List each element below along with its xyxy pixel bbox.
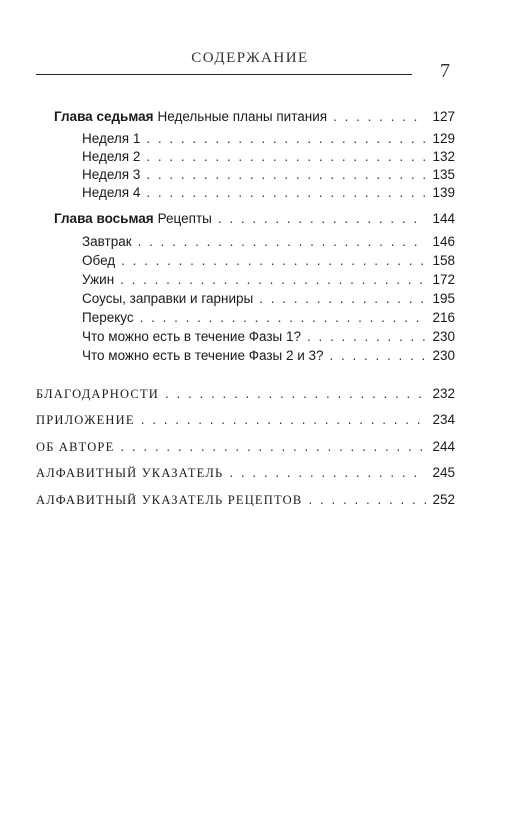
toc-item-label: Что можно есть в течение Фазы 2 и 3? (82, 348, 324, 363)
toc-page-number: 132 (432, 149, 455, 164)
page-number: 7 (440, 60, 450, 82)
toc-item[interactable] (0, 251, 455, 271)
header-title: СОДЕРЖАНИЕ (191, 50, 309, 66)
toc-page-number: 244 (432, 439, 455, 454)
toc-page-number: 129 (432, 131, 455, 146)
toc-item-label: Неделя 2 (82, 149, 141, 164)
toc-item-label: Перекус (82, 310, 134, 325)
toc-chapter-8[interactable] (0, 209, 455, 229)
toc-item[interactable] (0, 289, 455, 309)
toc-item-label: Что можно есть в течение Фазы 1? (82, 329, 301, 344)
dot-leader (333, 107, 426, 127)
toc-item[interactable] (0, 232, 455, 252)
header-rule (36, 74, 412, 75)
toc-page-number: 135 (432, 167, 455, 182)
toc-item-label: Неделя 1 (82, 131, 141, 146)
toc-page-number: 216 (432, 310, 455, 325)
toc-page-number: 230 (432, 329, 455, 344)
toc-page-number: 144 (432, 211, 455, 226)
toc-page-number: 139 (432, 185, 455, 200)
toc-item[interactable] (0, 327, 455, 347)
toc-back-matter-item[interactable] (0, 490, 455, 510)
toc-item-label: АЛФАВИТНЫЙ УКАЗАТЕЛЬ (36, 466, 224, 480)
toc-item-label: Ужин (82, 272, 115, 287)
toc-back-matter-item[interactable] (0, 463, 455, 483)
toc-page-number: 234 (432, 412, 455, 427)
dot-leader (229, 463, 426, 483)
toc-item[interactable] (0, 183, 455, 203)
dot-leader (140, 308, 427, 328)
toc-page-number: 252 (432, 492, 455, 507)
toc-item-label: ПРИЛОЖЕНИЕ (36, 413, 135, 427)
toc-item[interactable] (0, 270, 455, 290)
dot-leader (165, 384, 426, 404)
toc-item-label: Завтрак (82, 234, 132, 249)
toc-item[interactable] (0, 129, 455, 149)
dot-leader (146, 129, 426, 149)
toc-back-matter-item[interactable] (0, 437, 455, 457)
chapter-title: Недельные планы питания (157, 109, 328, 124)
toc-item-label: Неделя 3 (82, 167, 141, 182)
toc-page-number: 195 (432, 291, 455, 306)
dot-leader (259, 289, 426, 309)
toc-item[interactable] (0, 147, 455, 167)
toc-item-label: Обед (82, 253, 116, 268)
toc-item[interactable] (0, 165, 455, 185)
dot-leader (308, 490, 426, 510)
chapter-prefix: Глава седьмая (54, 109, 154, 124)
dot-leader (120, 270, 426, 290)
dot-leader (218, 209, 427, 229)
toc-page-number: 232 (432, 386, 455, 401)
dot-leader (146, 147, 426, 167)
toc-page-number: 172 (432, 272, 455, 287)
toc-page-number: 230 (432, 348, 455, 363)
dot-leader (146, 183, 426, 203)
toc-page-number: 127 (432, 109, 455, 124)
dot-leader (146, 165, 426, 185)
toc-chapter-7[interactable] (0, 107, 455, 127)
toc-item-label: ОБ АВТОРЕ (36, 440, 115, 454)
toc-item[interactable] (0, 308, 455, 328)
dot-leader (138, 232, 427, 252)
toc-back-matter-item[interactable] (0, 384, 455, 404)
dot-leader (307, 327, 426, 347)
toc-page-number: 245 (432, 465, 455, 480)
toc-page-number: 146 (432, 234, 455, 249)
toc-item-label: Соусы, заправки и гарниры (82, 291, 254, 306)
dot-leader (120, 437, 426, 457)
toc-item-label: АЛФАВИТНЫЙ УКАЗАТЕЛЬ РЕЦЕПТОВ (36, 493, 303, 507)
chapter-title: Рецепты (157, 211, 212, 226)
toc-item-label: Неделя 4 (82, 185, 141, 200)
chapter-prefix: Глава восьмая (54, 211, 154, 226)
toc-page-number: 158 (432, 253, 455, 268)
dot-leader (330, 346, 427, 366)
dot-leader (121, 251, 426, 271)
toc-item[interactable] (0, 346, 455, 366)
dot-leader (141, 410, 427, 430)
toc-back-matter-item[interactable] (0, 410, 455, 430)
toc-item-label: БЛАГОДАРНОСТИ (36, 387, 160, 401)
